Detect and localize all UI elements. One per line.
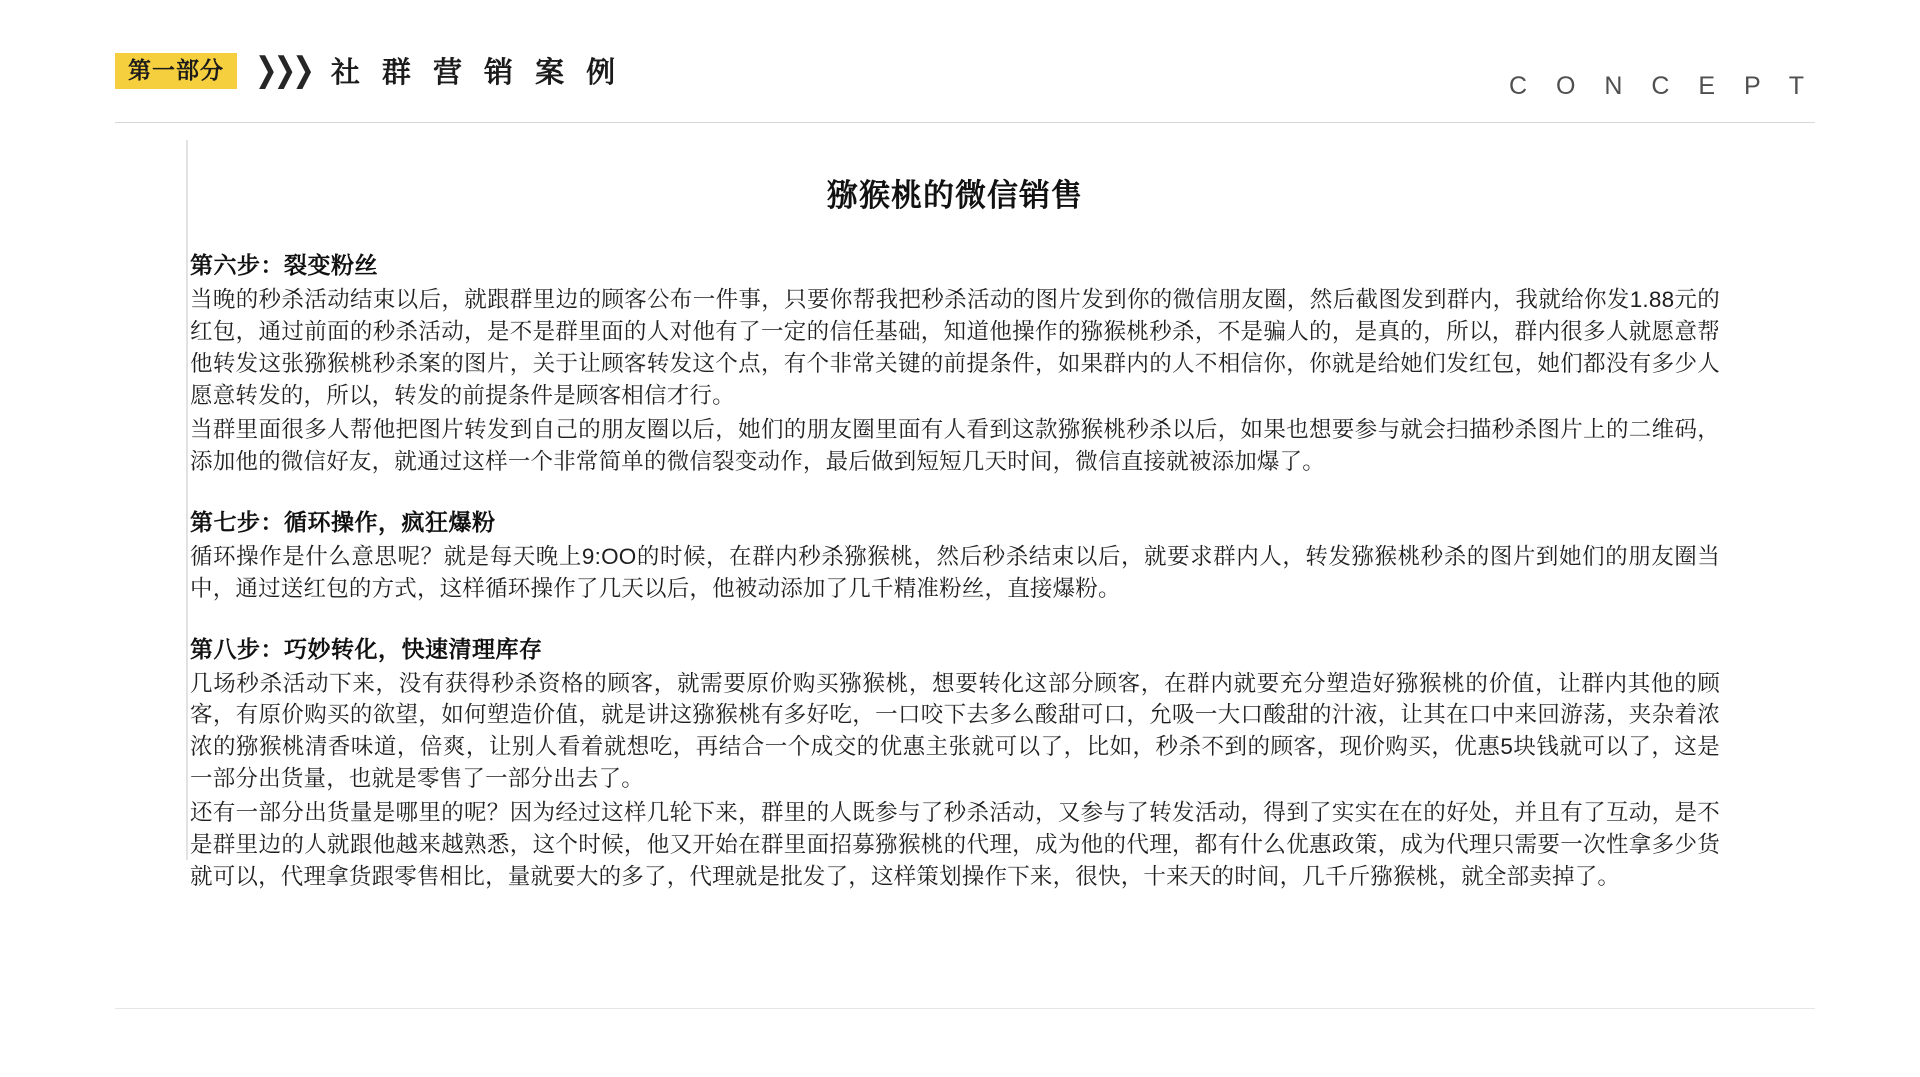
document-title: 猕猴桃的微信销售 xyxy=(827,178,1083,213)
double-chevron-icon: ❯ ❯ ❯ xyxy=(255,51,311,89)
paragraph: 几场秒杀活动下来，没有获得秒杀资格的顾客，就需要原价购买猕猴桃，想要转化这部分顾客，在群内就要充分塑造好猕猴桃的价值，让群内其他的顾客，有原价购买的欲望，如何塑造价值，就是讲这猕猴桃有多好吃，一口咬下去多么酸甜可口，允吸一大口酸甜的汁液，让其在口中来回游荡，夹杂着浓浓的猕猴桃清香味道，倍爽，让别人看着就想吃，再结合一个成交的优惠主张就可以了，比如，秒杀不到的顾客，现价购买，优惠5块钱就可以了，这是一部分出货量，也就是零售了一部分出去了。 xyxy=(190,670,1720,792)
document-body xyxy=(190,145,1720,919)
page-title: 社 群 营 销 案 例 xyxy=(330,57,623,89)
section-heading: 第六步：裂变粉丝 xyxy=(190,252,378,278)
header-left-group xyxy=(115,50,622,91)
header-divider xyxy=(115,122,1815,123)
section-step-eight xyxy=(190,631,1720,894)
paragraph: 当群里面很多人帮他把图片转发到自己的朋友圈以后，她们的朋友圈里面有人看到这款猕猴桃秒杀以后，如果也想要参与就会扫描秒杀图片上的二维码，添加他的微信好友，就通过这样一个非常简单的微信裂变动作，最后做到短短几天时间，微信直接就被添加爆了。 xyxy=(190,416,1720,474)
footer-divider xyxy=(115,1008,1815,1009)
section-heading: 第八步：巧妙转化，快速清理库存 xyxy=(190,635,543,662)
section-badge: 第一部分 xyxy=(115,53,237,89)
slide-header xyxy=(115,44,1815,116)
section-step-seven xyxy=(190,504,1720,605)
section-heading: 第七步：循环操作，疯狂爆粉 xyxy=(190,508,496,535)
paragraph: 当晚的秒杀活动结束以后，就跟群里边的顾客公布一件事，只要你帮我把秒杀活动的图片发到你的微信朋友圈，然后截图发到群内，我就给你发1.88元的红包，通过前面的秒杀活动，是不是群里面的人对他有了一定的信任基础，知道他操作的猕猴桃秒杀，不是骗人的，是真的，所以，群内很多人就愿意帮他转发这张猕猴桃秒杀案的图片，关于让顾客转发这个点，有个非常关键的前提条件，如果群内的人不相信你，你就是给她们发红包，她们都没有多少人愿意转发的，所以，转发的前提条件是顾客相信才行。 xyxy=(190,287,1720,408)
paragraph: 还有一部分出货量是哪里的呢？因为经过这样几轮下来，群里的人既参与了秒杀活动，又参与了转发活动，得到了实实在在的好处，并且有了互动，是不是群里边的人就跟他越来越熟悉，这个时候，他又开始在群里面招募猕猴桃的代理，成为他的代理，都有什么优惠政策，成为代理只需要一次性拿多少货就可以，代理拿货跟零售相比，量就要大的多了，代理就是批发了，这样策划操作下来，很快，十来天的时间，几千斤猕猴桃，就全部卖掉了。 xyxy=(190,800,1720,890)
section-step-six xyxy=(190,247,1720,478)
brand-label: C O N C E P T xyxy=(1508,72,1815,100)
content-left-rule xyxy=(186,140,188,860)
paragraph: 循环操作是什么意思呢？就是每天晚上9:OO的时候，在群内秒杀猕猴桃，然后秒杀结束以后，就要求群内人，转发猕猴桃秒杀的图片到她们的朋友圈当中，通过送红包的方式，这样循环操作了几天以后，他被动添加了几千精准粉丝，直接爆粉。 xyxy=(190,543,1720,601)
page-left-edge xyxy=(0,0,6,1077)
